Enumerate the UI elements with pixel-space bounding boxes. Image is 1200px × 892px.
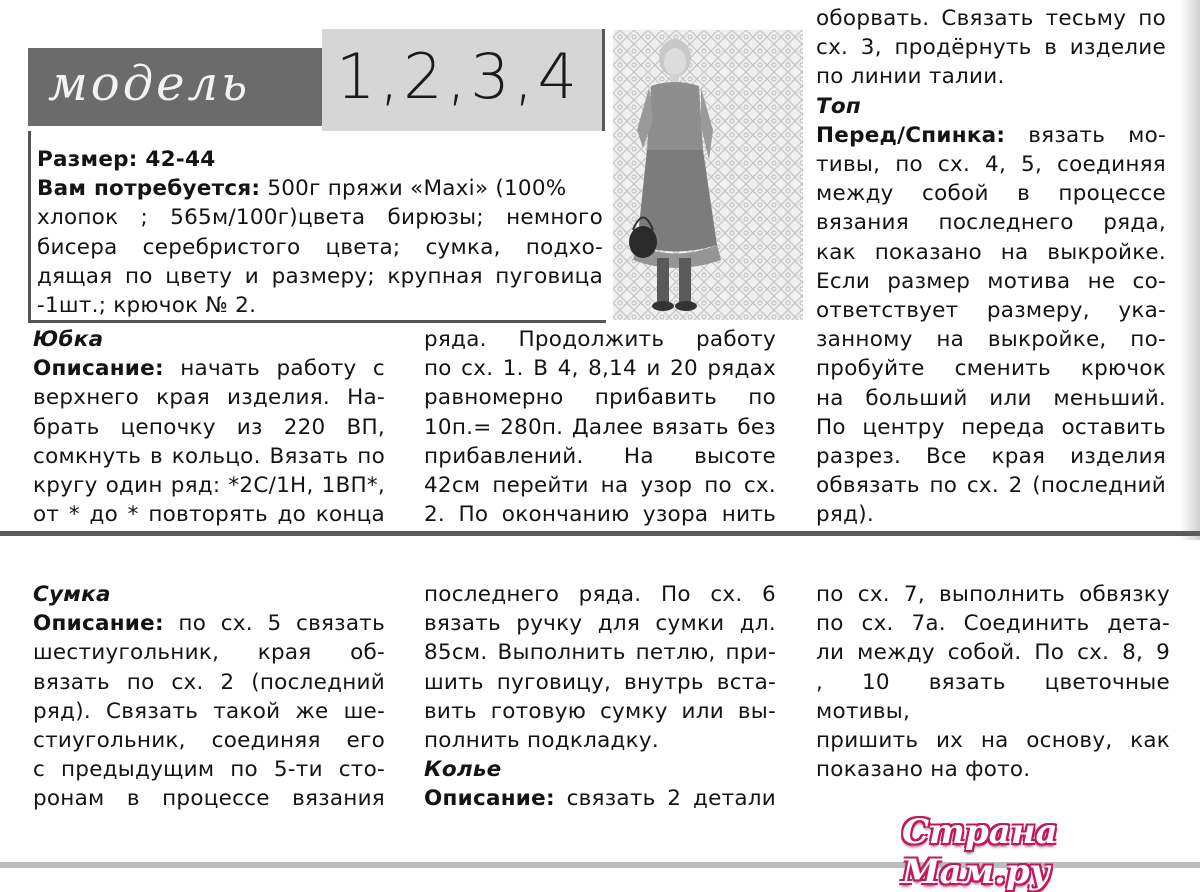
bag-continued-column — [424, 580, 776, 814]
skirt-text-line: ряда. Продолжить работу — [424, 327, 776, 352]
top-text-line: занному на выкройке, по- — [816, 327, 1166, 353]
title-model-numbers: 1,2,3,4 — [336, 40, 581, 113]
skirt-heading: Юбка — [33, 327, 104, 352]
top-text-line: ответствует размеру, ука- — [816, 298, 1166, 324]
necklace-text-line: пришить их на основу, как — [816, 728, 1170, 754]
materials-label: Вам потребуется: — [37, 176, 261, 202]
necklace-text: связать 2 детали — [554, 786, 776, 812]
bag-text-line: вить готовую сумку или вы- — [424, 698, 776, 724]
top-description-label: Перед/Спинка: — [816, 122, 1006, 148]
top-text-line: пробуйте сменить крючок — [816, 356, 1166, 382]
skirt-text-line: 2. По окончанию узора нить — [424, 502, 776, 528]
bag-text-line: полнить подкладку. — [424, 728, 659, 754]
page-edge-shadow — [1180, 0, 1200, 540]
necklace-text-line: по сх. 7а. Соединить дета- — [816, 611, 1170, 637]
model-photo — [613, 30, 803, 320]
materials-line: хлопок ; 565м/100г)цвета бирюзы; немного — [37, 205, 603, 231]
top-text-line: ряд). — [816, 502, 874, 528]
top-text-line: По центру переда оставить — [816, 414, 1166, 440]
bag-text-line: 85см. Выполнить петлю, при- — [424, 640, 776, 666]
skirt-section — [33, 325, 385, 529]
bag-text-line: ронам в процессе вязания — [33, 786, 385, 812]
skirt-text-line: 10п.= 280п. Далее вязать без — [424, 414, 776, 440]
bag-text-line: последнего ряда. По сх. 6 — [424, 582, 776, 607]
necklace-heading: Колье — [424, 757, 502, 783]
skirt-end-line: по линии талии. — [816, 64, 1005, 90]
materials-line: дящая по цвету и размеру; крупная пуговица — [37, 263, 603, 289]
top-text-line: как показано на выкройке. — [816, 239, 1166, 265]
skirt-text-line: по сх. 1. В 4, 8,14 и 20 рядах — [424, 356, 776, 382]
top-section — [816, 4, 1166, 530]
skirt-text-line: от * до * повторять до конца — [33, 502, 385, 528]
top-text-line: разрез. Все края изделия — [816, 444, 1166, 470]
page-divider — [0, 531, 1200, 536]
top-text: вязать мо- — [1005, 122, 1166, 148]
bag-text-line: с предыдущим по 5-ти сто- — [33, 757, 385, 783]
bag-text-line: ряд). Связать такой же ше- — [33, 698, 385, 724]
skirt-continued-column — [424, 325, 776, 529]
top-text-line: тивы, по сх. 4, 5, соединяя — [816, 152, 1166, 178]
necklace-text-line: по сх. 7, выполнить обвязку — [816, 582, 1170, 607]
top-text-line: Если размер мотива не со- — [816, 268, 1166, 294]
bag-text-line: вязать по сх. 2 (последний — [33, 669, 385, 695]
skirt-text-line: брать цепочку из 220 ВП, — [33, 414, 385, 440]
skirt-end-line: оборвать. Связать тесьму по — [816, 6, 1166, 31]
bag-text: по сх. 5 связать — [163, 611, 385, 637]
bag-text-line: шить пуговицу, внутрь вста- — [424, 669, 776, 695]
materials-line: -1шт.; крючок № 2. — [37, 293, 257, 319]
materials-section — [37, 145, 603, 320]
model-photo-illustration — [613, 30, 803, 320]
skirt-text: начать работу с — [163, 356, 385, 382]
skirt-end-line: сх. 3, продёрнуть в изделие — [816, 35, 1166, 61]
top-text-line: вязания последнего ряда, — [816, 210, 1166, 236]
necklace-text-line: , 10 вязать цветочные мотивы, — [816, 669, 1170, 724]
bag-section — [33, 580, 385, 814]
necklace-description-label: Описание: — [424, 786, 555, 812]
top-text-line: на больший или меньший. — [816, 385, 1166, 411]
bag-text-line: стиугольник, соединяя его — [33, 728, 385, 754]
skirt-description-label: Описание: — [33, 356, 164, 382]
bag-heading: Сумка — [33, 582, 111, 607]
materials-text: 500г пряжи «Maxi» (100% — [260, 176, 567, 202]
skirt-text-line: кругу один ряд: *2С/1Н, 1ВП*, — [33, 473, 385, 499]
size-line: Размер: 42-44 — [37, 147, 216, 172]
necklace-text-line: ли между собой. По сх. 8, 9 — [816, 640, 1170, 666]
bag-description-label: Описание: — [33, 611, 164, 637]
title-model-word: модель — [48, 56, 251, 112]
bag-text-line: шестиугольник, края об- — [33, 640, 385, 666]
top-heading: Топ — [816, 93, 862, 119]
skirt-text-line: сомкнуть в кольцо. Вязать по — [33, 443, 385, 469]
skirt-text-line: равномерно прибавить по — [424, 385, 776, 411]
skirt-text-line: 42см перейти на узор по сх. — [424, 473, 776, 499]
top-text-line: обвязать по сх. 2 (последний — [816, 473, 1166, 499]
skirt-text-line: прибавлений. На высоте — [424, 443, 776, 469]
bag-text-line: вязать ручку для сумки дл. — [424, 611, 776, 637]
skirt-text-line: верхнего края изделия. На- — [33, 385, 385, 411]
materials-line: бисера серебристого цвета; сумка, подхо- — [37, 234, 603, 260]
necklace-continued-column — [816, 580, 1170, 784]
necklace-text-line: показано на фото. — [816, 757, 1031, 783]
watermark-logo: Страна Мам.ру — [902, 812, 1058, 892]
top-text-line: между собой в процессе — [816, 181, 1166, 207]
